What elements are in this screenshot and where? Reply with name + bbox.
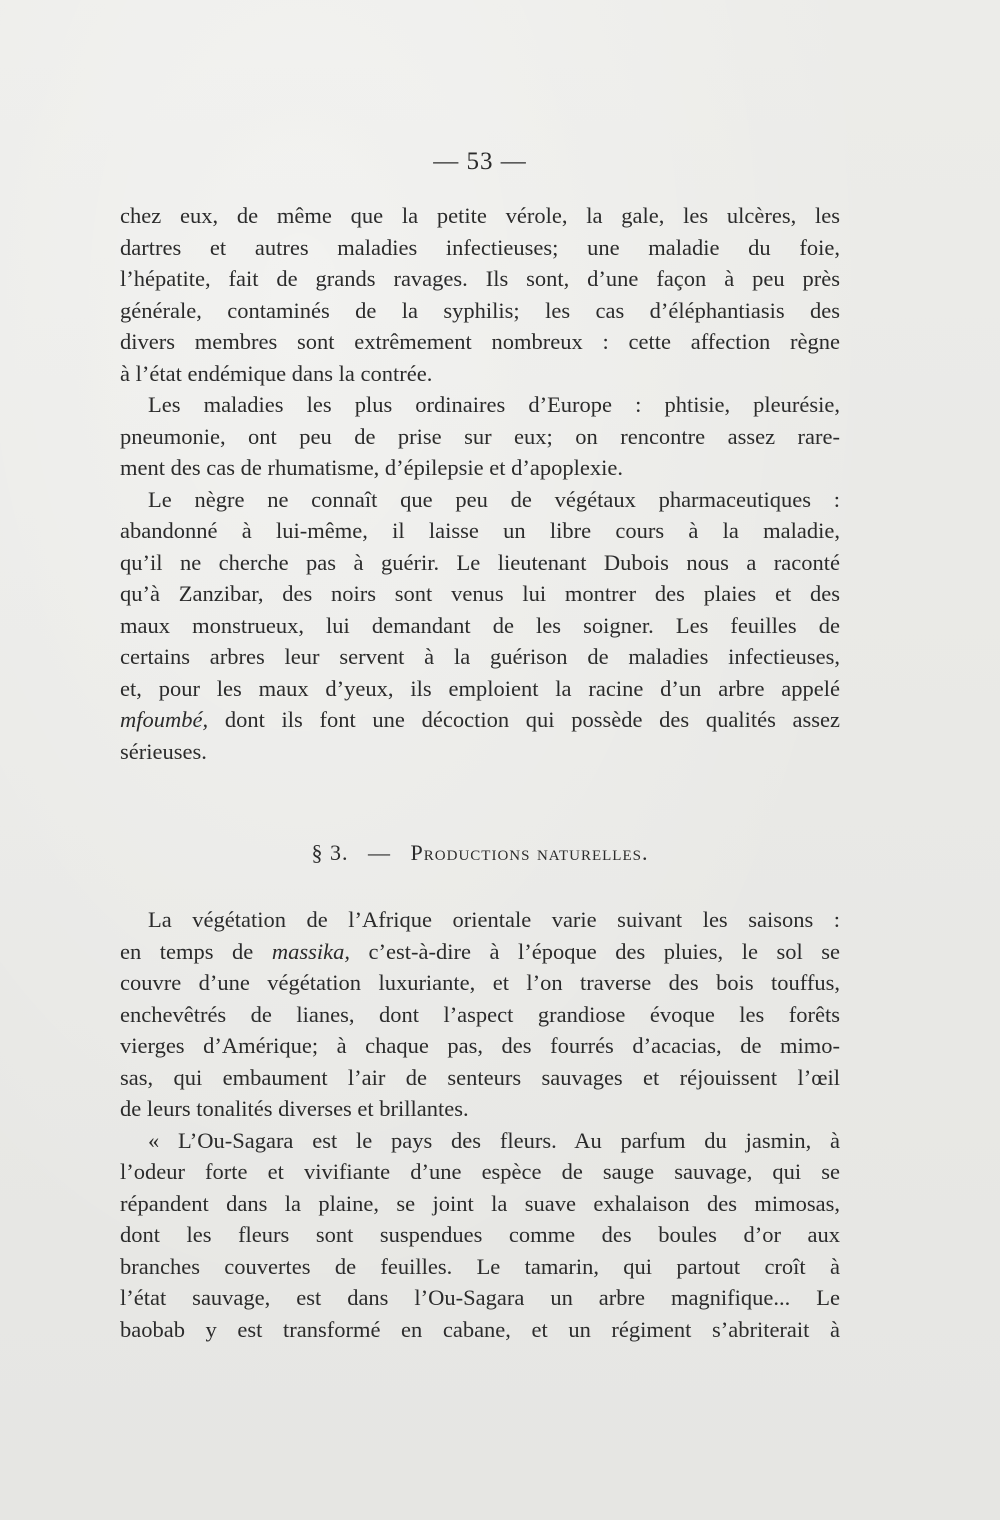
text-line: maux monstrueux, lui demandant de les soigner. Les feuilles de — [120, 612, 840, 638]
text-line: de leurs tonalités diverses et brillantes. — [120, 1096, 469, 1121]
text-line: « L’Ou-Sagara est le pays des fleurs. Au parfum du jasmin, à — [148, 1127, 840, 1153]
text-line: générale, contaminés de la syphilis; les cas d’éléphantiasis des — [120, 297, 840, 323]
text-line: l’hépatite, fait de grands ravages. Ils sont, d’une façon à peu près — [120, 266, 840, 291]
paragraph-4 — [120, 904, 840, 1125]
text-line: abandonné à lui-même, il laisse un libre cours à la maladie, — [120, 518, 840, 543]
text-line: et, pour les maux d’yeux, ils emploient la racine d’un arbre appelé — [120, 675, 840, 701]
text-line-rest: dont ils font une décoction qui possède des qualités assez — [208, 707, 840, 732]
text-line: qu’il ne cherche pas à guérir. Le lieutenant Dubois nous a raconté — [120, 549, 840, 575]
text-line: chez eux, de même que la petite vérole, la gale, les ulcères, les — [120, 203, 840, 228]
section-dash: — — [368, 840, 392, 865]
text-line: répandent dans la plaine, se joint la suave exhalaison des mimosas, — [120, 1190, 840, 1216]
text-line — [120, 936, 840, 968]
paragraph-2 — [120, 389, 840, 484]
text-line: à l’état endémique dans la contrée. — [120, 360, 433, 386]
text-line: baobab y est transformé en cabane, et un régiment s’abriterait à — [120, 1316, 840, 1342]
paragraph-1 — [120, 200, 840, 389]
text-line: sérieuses. — [120, 738, 207, 764]
page-number: — 53 — — [433, 148, 527, 175]
text-line: dartres et autres maladies infectieuses; une maladie du foie, — [120, 234, 840, 260]
text-line: l’état sauvage, est dans l’Ou-Sagara un arbre magnifique... Le — [120, 1285, 840, 1310]
section-title: Productions naturelles. — [410, 840, 649, 865]
text-line: vierges d’Amérique; à chaque pas, des fourrés d’acacias, de mimo- — [120, 1033, 840, 1058]
text-block-bottom — [120, 904, 840, 1345]
section-heading — [0, 840, 960, 866]
text-line-start: en temps de — [120, 938, 254, 964]
text-line: divers membres sont extrêmement nombreux : cette affection règne — [120, 329, 840, 354]
text-line-rest: c’est-à-dire à l’époque des pluies, le sol se — [349, 938, 840, 964]
paragraph-3 — [120, 484, 840, 768]
text-line: qu’à Zanzibar, des noirs sont venus lui montrer des plaies et des — [120, 581, 840, 606]
text-block-top — [120, 200, 840, 767]
italic-term: massika, — [271, 938, 350, 964]
text-line: l’odeur forte et vivifiante d’une espèce de sauge sauvage, qui se — [120, 1159, 840, 1184]
text-line — [120, 704, 840, 736]
italic-term: mfoumbé, — [120, 707, 209, 732]
section-number: § 3. — [311, 840, 349, 865]
text-line: branches couvertes de feuilles. Le tamarin, qui partout croît à — [120, 1253, 840, 1279]
text-line: La végétation de l’Afrique orientale varie suivant les saisons : — [148, 907, 840, 932]
text-line: sas, qui embaument l’air de senteurs sauvages et réjouissent l’œil — [120, 1064, 840, 1090]
text-line: ment des cas de rhumatisme, d’épilepsie et d’apoplexie. — [120, 455, 623, 480]
text-line: couvre d’une végétation luxuriante, et l’on traverse des bois touffus, — [120, 970, 840, 995]
text-line: dont les fleurs sont suspendues comme des boules d’or aux — [120, 1222, 840, 1247]
text-line: enchevêtrés de lianes, dont l’aspect grandiose évoque les forêts — [120, 1001, 840, 1027]
paragraph-5 — [120, 1125, 840, 1346]
text-line: pneumonie, ont peu de prise sur eux; on rencontre assez rare- — [120, 423, 840, 449]
text-line: Le nègre ne connaît que peu de végétaux pharmaceutiques : — [148, 486, 840, 512]
text-line: certains arbres leur servent à la guérison de maladies infectieuses, — [120, 644, 840, 669]
text-line: Les maladies les plus ordinaires d’Europe : phtisie, pleurésie, — [148, 392, 840, 417]
